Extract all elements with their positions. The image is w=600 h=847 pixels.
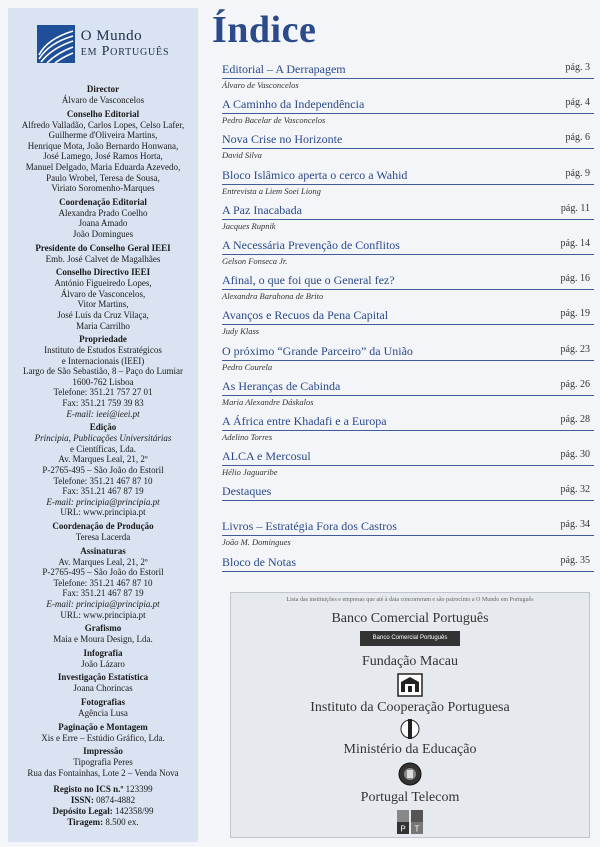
credits-sidebar (8, 8, 198, 842)
toc-entry (222, 308, 594, 343)
toc-entry (222, 168, 594, 203)
credit-line: Telefone: 351.21 757 27 01 (53, 387, 153, 398)
toc-author: Maria Alexandre Dáskalos (222, 396, 314, 407)
sponsor-bcp-logo: Banco Comercial Português (360, 631, 460, 646)
toc-entry (222, 238, 594, 273)
toc-page-number: pág. 26 (560, 378, 590, 390)
credit-role: Coordenação Editorial (59, 196, 147, 207)
toc-page-number: pág. 19 (560, 308, 590, 320)
credit-role: Paginação e Montagem (58, 721, 148, 732)
toc-page-number: pág. 30 (560, 449, 590, 461)
credit-block (12, 697, 194, 719)
toc-title: As Heranças de Cabinda (222, 378, 341, 393)
credit-line: Av. Marques Leal, 21, 2º (58, 556, 148, 567)
credit-block (12, 722, 194, 744)
brand-line-2: em Português (80, 44, 170, 59)
credit-role: Investigação Estatística (57, 672, 149, 683)
credit-block (12, 623, 194, 645)
toc-author: Entrevista a Liem Soei Liong (222, 185, 321, 196)
toc-title: A Caminho da Independência (222, 97, 365, 112)
toc-title: Bloco Islâmico aperta o cerco a Wahid (222, 167, 408, 182)
credit-line: Joana Amado (78, 218, 128, 229)
credit-line: Xis e Erre – Estúdio Gráfico, Lda. (41, 732, 165, 743)
sponsors-box (230, 592, 590, 838)
credit-line: Fax: 351.21 467 87 19 (62, 588, 144, 599)
credit-role: Coordenação de Produção (52, 521, 154, 531)
credit-block (12, 746, 194, 778)
credit-role: Edição (89, 422, 117, 433)
table-of-contents (222, 62, 594, 590)
credit-line: José Lamego, José Ramos Horta, (43, 151, 163, 162)
toc-divider (222, 148, 594, 149)
toc-divider (222, 113, 594, 114)
credit-line: João Lázaro (81, 658, 125, 669)
toc-entry (222, 449, 594, 484)
credit-line: URL: www.principia.pt (60, 507, 146, 518)
credit-line: P-2765-495 – São João do Estoril (42, 567, 164, 578)
credit-block (12, 672, 194, 694)
credit-line: URL: www.principia.pt (60, 609, 146, 620)
credit-line: Maia e Moura Design, Lda. (53, 634, 153, 645)
credit-block (12, 243, 194, 265)
toc-page-number: pág. 16 (560, 273, 590, 285)
sponsor-fundacao-macau-name: Fundação Macau (361, 654, 459, 669)
toc-author: Álvaro de Vasconcelos (222, 80, 299, 90)
toc-entry (222, 203, 594, 238)
toc-author: Hélio Jaguaribe (222, 467, 278, 478)
credit-line: Av. Marques Leal, 21, 2º (58, 454, 148, 465)
toc-entry (222, 62, 594, 97)
toc-divider (222, 465, 594, 466)
credit-line: Guilherme d'Oliveira Martins, (48, 130, 158, 141)
toc-author: David Silva (222, 150, 262, 161)
sponsor-bcp-name: Banco Comercial Português (331, 611, 489, 626)
credit-line: Alexandra Prado Coelho (58, 207, 148, 218)
credit-role: Director (86, 84, 120, 94)
toc-divider (222, 78, 594, 79)
toc-page-number: pág. 4 (565, 97, 590, 109)
toc-title: O próximo “Grande Parceiro” da União (222, 343, 413, 358)
toc-divider (222, 500, 594, 501)
credit-line: Manuel Delgado, Maria Eduarda Azevedo, (25, 161, 181, 172)
pt-logo-letter-t: T (414, 824, 420, 834)
credit-line: Teresa Lacerda (75, 532, 131, 542)
credit-line: E-mail: principia@principia.pt (46, 496, 160, 507)
toc-divider (222, 360, 594, 361)
credit-line: Álvaro de Vasconcelos, (60, 288, 146, 299)
toc-title: Avanços e Recuos da Pena Capital (222, 308, 389, 323)
toc-author: Pedro Bacelar de Vasconcelos (222, 115, 326, 126)
credit-role: Infografia (83, 647, 123, 658)
toc-title: Afinal, o que foi que o General fez? (222, 273, 395, 288)
credit-line: Fax: 351.21 759 39 83 (62, 398, 144, 409)
ipc-logo-icon (397, 719, 423, 739)
credit-line: José Luís da Cruz Vilaça, (57, 309, 149, 320)
toc-divider (222, 184, 594, 185)
toc-entry (222, 344, 594, 379)
credit-role: Conselho Editorial (66, 108, 140, 119)
toc-page-number: pág. 11 (560, 202, 590, 214)
toc-entry (222, 414, 594, 449)
toc-author: Adelino Torres (222, 431, 273, 442)
toc-title: Nova Crise no Horizonte (222, 132, 343, 147)
toc-author: Gelson Fonseca Jr. (222, 255, 288, 266)
toc-divider (222, 535, 594, 536)
registry-label: Registo no ICS n.º (53, 784, 124, 795)
toc-author: Jacques Rupnik (222, 220, 276, 231)
toc-page-number: pág. 35 (560, 554, 590, 566)
credit-line: e Científicas, Lda. (70, 443, 136, 454)
toc-divider (222, 430, 594, 431)
registry-value: 0874-4882 (96, 795, 136, 806)
credit-block (12, 84, 194, 106)
registry-line (12, 817, 194, 828)
toc-divider (222, 219, 594, 220)
registry-label: ISSN: (70, 795, 94, 806)
credits-list (12, 84, 194, 778)
toc-divider (222, 289, 594, 290)
sponsors-note: Lista das instituições e empresas que até à data concorreram e são patrocínio a O Mundo em Português (286, 597, 534, 603)
credit-block (12, 648, 194, 670)
credit-line: Alfredo Valladão, Carlos Lopes, Celso Lafer, (21, 119, 185, 130)
registry-label: Tiragem: (67, 817, 104, 828)
toc-entry (222, 132, 594, 167)
sponsor-me-name: Ministério da Educação (343, 742, 477, 757)
sponsor-pt-name: Portugal Telecom (360, 790, 460, 805)
credit-line: Telefone: 351.21 467 87 10 (53, 577, 153, 588)
registry-label: Depósito Legal: (52, 806, 113, 817)
toc-title: A África entre Khadafi e a Europa (222, 413, 387, 428)
credit-line: Maria Carrilho (76, 320, 130, 331)
toc-title: Bloco de Notas (222, 554, 296, 569)
credit-role: Assinaturas (80, 545, 126, 556)
sponsor-ipc-name: Instituto da Cooperação Portuguesa (310, 700, 510, 715)
registry-line (12, 795, 194, 806)
toc-divider (222, 571, 594, 572)
toc-divider (222, 395, 594, 396)
credit-line: Largo de São Sebastião, 8 – Paço do Lumiar (22, 366, 184, 377)
credit-line: Henrique Mota, João Bernardo Honwana, (27, 140, 179, 151)
portugal-telecom-logo-icon (396, 809, 424, 835)
brand-name (81, 29, 170, 59)
credit-block (12, 267, 194, 331)
credit-role: Conselho Directivo IEEI (55, 267, 151, 278)
credit-line: e Internacionais (IEEI) (61, 355, 145, 366)
credit-line: Vitor Martins, (77, 299, 129, 310)
toc-entry (222, 519, 594, 554)
page-title: Índice (212, 9, 317, 51)
toc-title: ALCA e Mercosul (222, 449, 311, 464)
registry-value: 8.500 ex. (105, 817, 139, 828)
toc-divider (222, 324, 594, 325)
toc-title: A Necessária Prevenção de Conflitos (222, 237, 400, 252)
toc-page-number: pág. 9 (565, 167, 590, 179)
toc-page-number: pág. 3 (565, 62, 590, 73)
toc-page-number: pág. 34 (560, 519, 590, 531)
toc-page-number: pág. 23 (560, 343, 590, 355)
credit-line: Álvaro de Vasconcelos (61, 95, 145, 105)
toc-title: Livros – Estratégia Fora dos Castros (222, 519, 397, 534)
toc-author: Alexandra Barahona de Brito (222, 291, 324, 302)
credit-line: Emb. José Calvet de Magalhães (45, 253, 161, 264)
credit-line: 1600-762 Lisboa (72, 376, 134, 387)
credit-role: Propriedade (79, 334, 127, 345)
credit-line: João Domingues (72, 228, 134, 239)
brand-logo (12, 20, 194, 68)
toc-title: Destaques (222, 484, 272, 499)
credit-line: P-2765-495 – São João do Estoril (42, 465, 164, 476)
registry-line (12, 784, 194, 795)
credit-role: Grafismo (84, 623, 122, 634)
brand-line-1: O Mundo (80, 28, 143, 44)
toc-divider (222, 254, 594, 255)
toc-entry (222, 97, 594, 132)
toc-author: Pedro Courela (222, 361, 273, 372)
toc-title: Editorial – A Derrapagem (222, 62, 346, 76)
credit-block (12, 521, 194, 543)
credit-block (12, 422, 194, 518)
credit-line: António Figueiredo Lopes, (54, 278, 152, 289)
fundacao-macau-logo-icon (397, 673, 423, 697)
credit-line: Telefone: 351.21 467 87 10 (53, 475, 153, 486)
coat-of-arms-icon (395, 761, 425, 787)
credit-line: Viriato Soromenho-Marques (51, 183, 155, 194)
registry-value: 142358/99 (114, 806, 154, 817)
credit-line: Tipografia Peres (73, 757, 133, 768)
toc-author: Judy Klass (222, 326, 260, 337)
toc-page-number: pág. 28 (560, 413, 590, 425)
credit-line: Instituto de Estudos Estratégicos (44, 345, 162, 356)
toc-entry (222, 484, 594, 519)
toc-title: A Paz Inacabada (222, 202, 302, 217)
credit-line: Joana Chorincas (73, 683, 133, 694)
registry-value: 123399 (125, 784, 153, 795)
credit-line: E-mail: principia@principia.pt (46, 598, 160, 609)
credit-line: Agência Lusa (78, 707, 128, 718)
credit-block (12, 197, 194, 240)
credit-line: Principia, Publicações Universitárias (34, 433, 172, 444)
credit-line: E-mail: ieei@ieei.pt (66, 408, 140, 419)
credit-line: Paulo Wrobel, Teresa de Sousa, (46, 172, 160, 183)
toc-author: João M. Domingues (222, 537, 291, 548)
toc-page-number: pág. 32 (560, 484, 590, 496)
waves-logo-icon (37, 25, 75, 63)
toc-entry (222, 379, 594, 414)
credit-block (12, 109, 194, 194)
toc-page-number: pág. 14 (560, 237, 590, 249)
credit-block (12, 546, 194, 621)
credit-block (12, 334, 194, 419)
toc-entry (222, 555, 594, 590)
credit-role: Impressão (83, 746, 123, 757)
registry-info (12, 784, 194, 828)
toc-page-number: pág. 6 (565, 132, 590, 144)
pt-logo-letter-p: P (400, 824, 406, 834)
credit-role: Presidente do Conselho Geral IEEI (35, 242, 171, 253)
credit-line: Fax: 351.21 467 87 19 (62, 486, 144, 497)
toc-entry (222, 273, 594, 308)
credit-role: Fotografias (81, 696, 125, 707)
registry-line (12, 806, 194, 817)
credit-line: Rua das Fontainhas, Lote 2 – Venda Nova (27, 767, 179, 778)
